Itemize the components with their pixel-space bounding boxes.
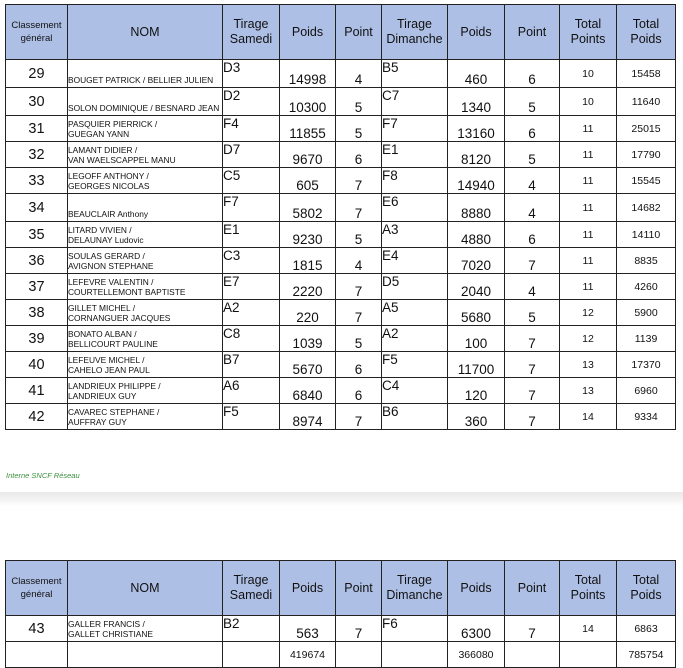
table-row — [6, 326, 676, 352]
team-member-name: GEORGES NICOLAS — [68, 180, 150, 191]
team-name-cell — [68, 168, 223, 194]
point-samedi-cell: 6 — [336, 378, 382, 404]
tirage-dimanche-cell: E1 — [382, 142, 448, 168]
tirage-dimanche-cell: C7 — [382, 88, 448, 116]
total-poids-cell: 25015 — [617, 116, 676, 142]
tirage-samedi-cell: F5 — [223, 404, 280, 430]
point-samedi-cell: 7 — [336, 616, 382, 642]
totals-row — [6, 642, 676, 668]
total-poids-cell: 11640 — [617, 88, 676, 116]
poids-dimanche-cell: 13160 — [448, 116, 505, 142]
point-dimanche-cell: 5 — [505, 142, 560, 168]
rank-cell: 41 — [6, 378, 68, 404]
team-member-name: CORNANGUER JACQUES — [68, 312, 171, 323]
rank-cell: 37 — [6, 274, 68, 300]
total-points-cell: 11 — [560, 222, 617, 248]
team-member-name: BOUGET PATRICK / BELLIER JULIEN — [68, 75, 214, 85]
table-row — [6, 274, 676, 300]
team-member-name: CAHELO JEAN PAUL — [68, 364, 150, 375]
team-name-cell — [68, 248, 223, 274]
tirage-samedi-cell: E1 — [223, 222, 280, 248]
poids-samedi-cell: 9670 — [280, 142, 336, 168]
table-row — [6, 352, 676, 378]
team-member-name: GUEGAN YANN — [68, 128, 130, 139]
point-dimanche-cell: 7 — [505, 404, 560, 430]
header-classement: Classement général — [6, 561, 68, 616]
point-dimanche-cell: 5 — [505, 300, 560, 326]
ranking-table-page-1 — [5, 4, 676, 430]
table-row — [6, 194, 676, 222]
team-member-name: PASQUIER PIERRICK / — [68, 118, 158, 129]
tirage-dimanche-cell: A2 — [382, 326, 448, 352]
table-row — [6, 248, 676, 274]
rank-cell: 40 — [6, 352, 68, 378]
point-samedi-cell: 7 — [336, 194, 382, 222]
tirage-dimanche-cell: B6 — [382, 404, 448, 430]
poids-dimanche-cell: 5680 — [448, 300, 505, 326]
total-points-cell: 13 — [560, 352, 617, 378]
tirage-dimanche-cell: B5 — [382, 60, 448, 88]
point-dimanche-cell: 4 — [505, 274, 560, 300]
poids-dimanche-cell: 120 — [448, 378, 505, 404]
poids-dimanche-cell: 11700 — [448, 352, 505, 378]
total-poids-cell: 9334 — [617, 404, 676, 430]
team-name-cell — [68, 88, 223, 116]
total-points-cell: 14 — [560, 616, 617, 642]
footer-classification: Interne SNCF Réseau — [6, 471, 80, 480]
poids-dimanche-cell: 8880 — [448, 194, 505, 222]
tirage-samedi-cell: C5 — [223, 168, 280, 194]
total-points-cell: 11 — [560, 274, 617, 300]
tirage-dimanche-cell: E4 — [382, 248, 448, 274]
rank-cell: 31 — [6, 116, 68, 142]
poids-samedi-cell: 11855 — [280, 116, 336, 142]
point-samedi-cell: 4 — [336, 60, 382, 88]
total-points-cell: 11 — [560, 116, 617, 142]
team-member-name: GALLER FRANCIS / — [68, 618, 145, 629]
team-name-cell — [68, 378, 223, 404]
point-samedi-cell: 5 — [336, 116, 382, 142]
total-points-cell: 11 — [560, 194, 617, 222]
rank-cell: 36 — [6, 248, 68, 274]
tirage-samedi-cell: A2 — [223, 300, 280, 326]
table-row — [6, 60, 676, 88]
empty-cell — [336, 642, 382, 668]
rank-cell: 30 — [6, 88, 68, 116]
header-tirage-dimanche: Tirage Dimanche — [382, 561, 448, 616]
total-points-cell: 14 — [560, 404, 617, 430]
point-samedi-cell: 4 — [336, 248, 382, 274]
team-member-name: DELAUNAY Ludovic — [68, 234, 144, 245]
team-name-cell — [68, 404, 223, 430]
point-dimanche-cell: 5 — [505, 88, 560, 116]
table-row — [6, 300, 676, 326]
rank-cell: 35 — [6, 222, 68, 248]
total-poids-samedi: 419674 — [280, 642, 336, 668]
team-name-cell — [68, 274, 223, 300]
total-poids-cell: 17370 — [617, 352, 676, 378]
point-samedi-cell: 7 — [336, 274, 382, 300]
poids-dimanche-cell: 100 — [448, 326, 505, 352]
header-point-dimanche: Point — [505, 5, 560, 60]
team-name-cell — [68, 300, 223, 326]
team-member-name: GILLET MICHEL / — [68, 302, 136, 313]
header-nom: NOM — [68, 5, 223, 60]
tirage-dimanche-cell: F8 — [382, 168, 448, 194]
point-dimanche-cell: 4 — [505, 168, 560, 194]
total-points-cell: 12 — [560, 300, 617, 326]
empty-cell — [505, 642, 560, 668]
team-name-cell — [68, 194, 223, 222]
poids-samedi-cell: 2220 — [280, 274, 336, 300]
point-dimanche-cell: 7 — [505, 352, 560, 378]
total-points-cell: 13 — [560, 378, 617, 404]
header-nom: NOM — [68, 561, 223, 616]
tirage-samedi-cell: D7 — [223, 142, 280, 168]
total-poids-cell: 17790 — [617, 142, 676, 168]
total-poids-cell: 6960 — [617, 378, 676, 404]
point-dimanche-cell: 6 — [505, 60, 560, 88]
point-dimanche-cell: 6 — [505, 222, 560, 248]
team-member-name: LAMANT DIDIER / — [68, 144, 138, 155]
poids-dimanche-cell: 7020 — [448, 248, 505, 274]
poids-samedi-cell: 6840 — [280, 378, 336, 404]
poids-samedi-cell: 5802 — [280, 194, 336, 222]
poids-samedi-cell: 10300 — [280, 88, 336, 116]
header-poids-dimanche: Poids — [448, 561, 505, 616]
total-poids-dimanche: 366080 — [448, 642, 505, 668]
team-member-name: LANDRIEUX PHILIPPE / — [68, 380, 161, 391]
poids-samedi-cell: 220 — [280, 300, 336, 326]
rank-cell: 34 — [6, 194, 68, 222]
tirage-dimanche-cell: E6 — [382, 194, 448, 222]
team-name-cell — [68, 222, 223, 248]
tirage-samedi-cell: B2 — [223, 616, 280, 642]
team-member-name: BELLICOURT PAULINE — [68, 338, 158, 349]
header-tirage-samedi: Tirage Samedi — [223, 5, 280, 60]
team-member-name: AVIGNON STEPHANE — [68, 260, 154, 271]
total-poids-cell: 14110 — [617, 222, 676, 248]
total-poids-cell: 8835 — [617, 248, 676, 274]
rank-cell: 39 — [6, 326, 68, 352]
header-total-poids: Total Poids — [617, 561, 676, 616]
tirage-dimanche-cell: A5 — [382, 300, 448, 326]
empty-cell — [223, 642, 280, 668]
total-points-cell: 10 — [560, 60, 617, 88]
ranking-table-page-2 — [5, 560, 676, 668]
team-name-cell — [68, 116, 223, 142]
total-poids-cell: 6863 — [617, 616, 676, 642]
total-poids-cell: 15545 — [617, 168, 676, 194]
team-member-name: LANDRIEUX GUY — [68, 390, 137, 401]
poids-dimanche-cell: 2040 — [448, 274, 505, 300]
poids-samedi-cell: 605 — [280, 168, 336, 194]
page-2 — [0, 506, 683, 668]
tirage-samedi-cell: D2 — [223, 88, 280, 116]
tirage-dimanche-cell: C4 — [382, 378, 448, 404]
table-row — [6, 116, 676, 142]
total-poids-cell: 4260 — [617, 274, 676, 300]
point-samedi-cell: 5 — [336, 88, 382, 116]
table-row — [6, 378, 676, 404]
total-points-cell: 11 — [560, 248, 617, 274]
table-row — [6, 168, 676, 194]
tirage-samedi-cell: A6 — [223, 378, 280, 404]
team-member-name: LITARD VIVIEN / — [68, 224, 132, 235]
point-dimanche-cell: 7 — [505, 378, 560, 404]
point-samedi-cell: 5 — [336, 326, 382, 352]
tirage-samedi-cell: B7 — [223, 352, 280, 378]
team-member-name: LEFEUVE MICHEL / — [68, 354, 145, 365]
point-dimanche-cell: 7 — [505, 616, 560, 642]
poids-dimanche-cell: 460 — [448, 60, 505, 88]
total-points-cell: 12 — [560, 326, 617, 352]
header-classement: Classement général — [6, 5, 68, 60]
header-total-points: Total Points — [560, 561, 617, 616]
team-member-name: BEAUCLAIR Anthony — [68, 209, 149, 219]
point-samedi-cell: 7 — [336, 300, 382, 326]
team-name-cell — [68, 142, 223, 168]
header-tirage-samedi: Tirage Samedi — [223, 561, 280, 616]
tirage-dimanche-cell: F6 — [382, 616, 448, 642]
team-name-cell — [68, 326, 223, 352]
grand-total-poids: 785754 — [617, 642, 676, 668]
tirage-dimanche-cell: D5 — [382, 274, 448, 300]
tirage-dimanche-cell: A3 — [382, 222, 448, 248]
empty-cell — [6, 642, 68, 668]
rank-cell: 42 — [6, 404, 68, 430]
team-member-name: LEGOFF ANTHONY / — [68, 170, 149, 181]
header-row — [6, 5, 676, 60]
total-poids-cell: 5900 — [617, 300, 676, 326]
header-point-dimanche: Point — [505, 561, 560, 616]
rank-cell: 43 — [6, 616, 68, 642]
point-dimanche-cell: 7 — [505, 248, 560, 274]
total-points-cell: 11 — [560, 142, 617, 168]
header-total-poids: Total Poids — [617, 5, 676, 60]
total-points-cell: 11 — [560, 168, 617, 194]
point-dimanche-cell: 6 — [505, 116, 560, 142]
poids-dimanche-cell: 1340 — [448, 88, 505, 116]
table-row — [6, 616, 676, 642]
team-name-cell — [68, 352, 223, 378]
point-dimanche-cell: 7 — [505, 326, 560, 352]
poids-dimanche-cell: 4880 — [448, 222, 505, 248]
team-name-cell — [68, 616, 223, 642]
poids-samedi-cell: 1039 — [280, 326, 336, 352]
header-poids-samedi: Poids — [280, 5, 336, 60]
rank-cell: 33 — [6, 168, 68, 194]
total-poids-cell: 1139 — [617, 326, 676, 352]
team-name-cell — [68, 60, 223, 88]
poids-dimanche-cell: 360 — [448, 404, 505, 430]
table-row — [6, 222, 676, 248]
tirage-samedi-cell: E7 — [223, 274, 280, 300]
rank-cell: 29 — [6, 60, 68, 88]
team-member-name: GALLET CHRISTIANE — [68, 628, 154, 639]
point-samedi-cell: 7 — [336, 168, 382, 194]
team-member-name: VAN WAELSCAPPEL MANU — [68, 154, 176, 165]
point-samedi-cell: 6 — [336, 352, 382, 378]
header-point-samedi: Point — [336, 5, 382, 60]
team-member-name: COURTELLEMONT BAPTISTE — [68, 286, 186, 297]
page-separator — [0, 492, 683, 506]
poids-samedi-cell: 5670 — [280, 352, 336, 378]
tirage-samedi-cell: F7 — [223, 194, 280, 222]
total-points-cell: 10 — [560, 88, 617, 116]
tirage-samedi-cell: D3 — [223, 60, 280, 88]
header-poids-samedi: Poids — [280, 561, 336, 616]
rank-cell: 32 — [6, 142, 68, 168]
team-member-name: SOULAS GERARD / — [68, 250, 145, 261]
poids-samedi-cell: 1815 — [280, 248, 336, 274]
rank-cell: 38 — [6, 300, 68, 326]
total-poids-cell: 14682 — [617, 194, 676, 222]
empty-cell — [382, 642, 448, 668]
tirage-samedi-cell: C8 — [223, 326, 280, 352]
header-point-samedi: Point — [336, 561, 382, 616]
poids-samedi-cell: 8974 — [280, 404, 336, 430]
header-row — [6, 561, 676, 616]
poids-samedi-cell: 14998 — [280, 60, 336, 88]
tirage-samedi-cell: C3 — [223, 248, 280, 274]
header-poids-dimanche: Poids — [448, 5, 505, 60]
header-tirage-dimanche: Tirage Dimanche — [382, 5, 448, 60]
point-samedi-cell: 7 — [336, 404, 382, 430]
tirage-samedi-cell: F4 — [223, 116, 280, 142]
team-member-name: BONATO ALBAN / — [68, 328, 137, 339]
team-member-name: LEFEVRE VALENTIN / — [68, 276, 154, 287]
point-dimanche-cell: 4 — [505, 194, 560, 222]
table-row — [6, 88, 676, 116]
table-row — [6, 142, 676, 168]
tirage-dimanche-cell: F5 — [382, 352, 448, 378]
point-samedi-cell: 5 — [336, 222, 382, 248]
poids-dimanche-cell: 6300 — [448, 616, 505, 642]
poids-dimanche-cell: 14940 — [448, 168, 505, 194]
total-poids-cell: 15458 — [617, 60, 676, 88]
header-total-points: Total Points — [560, 5, 617, 60]
poids-dimanche-cell: 8120 — [448, 142, 505, 168]
team-member-name: AUFFRAY GUY — [68, 416, 127, 427]
team-member-name: CAVAREC STEPHANE / — [68, 406, 160, 417]
tirage-dimanche-cell: F7 — [382, 116, 448, 142]
poids-samedi-cell: 9230 — [280, 222, 336, 248]
point-samedi-cell: 6 — [336, 142, 382, 168]
empty-cell — [68, 642, 223, 668]
table-row — [6, 404, 676, 430]
team-member-name: SOLON DOMINIQUE / BESNARD JEAN — [68, 103, 220, 113]
empty-cell — [560, 642, 617, 668]
poids-samedi-cell: 563 — [280, 616, 336, 642]
